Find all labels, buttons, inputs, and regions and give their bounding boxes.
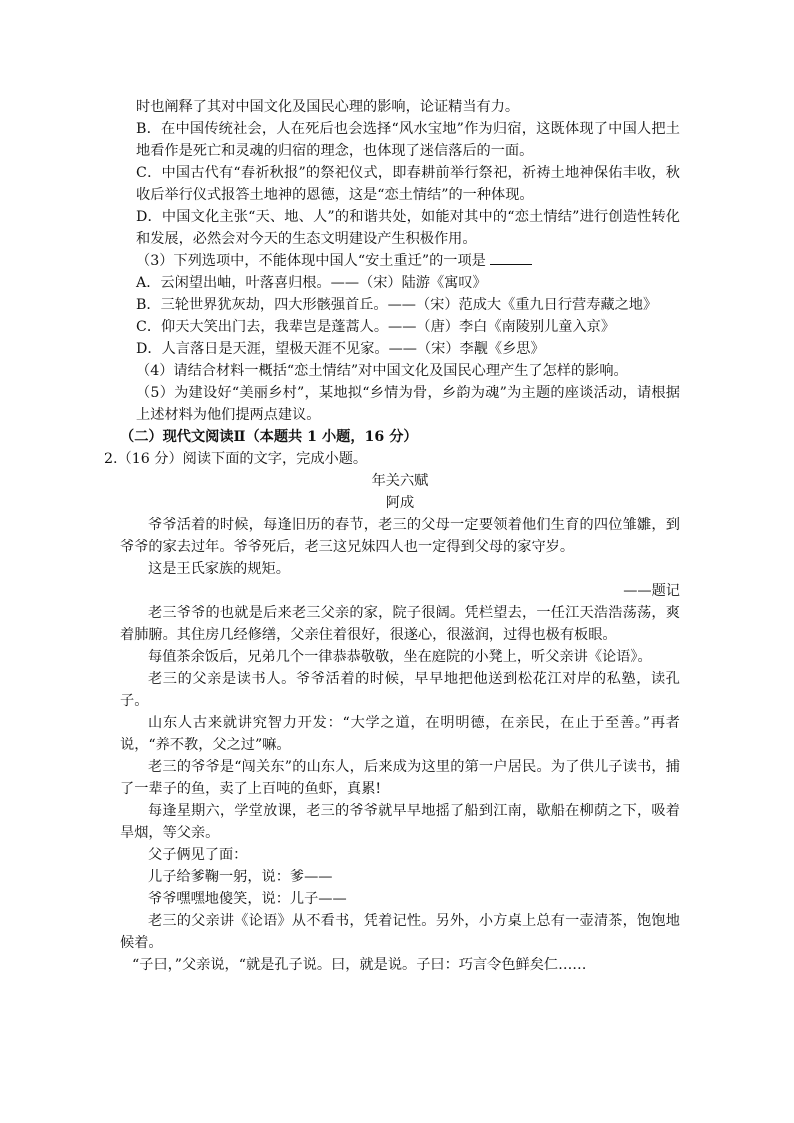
document-body <box>104 96 680 976</box>
epigraph-signature: ——题记 <box>623 583 680 599</box>
article-paragraph: 老三的父亲讲《论语》从不看书，凭着记性。另外，小方桌上总有一壶清茶，饱饱地候着。 <box>120 913 680 951</box>
question-3-option-b: B．三轮世界犹灰劫，四大形骸强首丘。——（宋）范成大《重九日行营寿藏之地》 <box>136 297 658 313</box>
article-paragraph: 每值茶余饭后，兄弟几个一律恭恭敬敬，坐在庭院的小凳上，听父亲讲《论语》。 <box>148 649 652 665</box>
option-d: D．中国文化主张“天、地、人”的和谐共处，如能对其中的“恋土情结”进行创造性转化和发展，必然会对今天的生态文明建设产生积极作用。 <box>136 209 680 247</box>
question-4: （4）请结合材料一概括“恋土情结”对中国文化及国民心理产生了怎样的影响。 <box>136 363 628 379</box>
article-paragraph: 老三的爷爷是“闯关东”的山东人，后来成为这里的第一户居民。为了供儿子读书，捕了一辈子的鱼，卖了上百吨的鱼虾，真累! <box>120 759 680 797</box>
question-2: 2.（16 分）阅读下面的文字，完成小题。 <box>104 451 368 467</box>
article-paragraph: 每逢星期六，学堂放课，老三的爷爷就早早地摇了船到江南，歇船在柳荫之下，吸着旱烟，等父亲。 <box>120 803 680 841</box>
article-paragraph: 父子俩见了面： <box>148 847 248 863</box>
article-paragraph: 老三的父亲是读书人。爷爷活着的时候，早早地把他送到松花江对岸的私塾，读孔子。 <box>120 671 680 709</box>
answer-blank <box>490 250 532 265</box>
section-heading: （二）现代文阅读Ⅱ（本题共 1 小题，16 分） <box>120 429 418 445</box>
question-3 <box>120 250 680 272</box>
question-3-text: （3）下列选项中，不能体现中国人“安土重迁”的一项是 <box>136 253 486 269</box>
question-3-option-c: C．仰天大笑出门去，我辈岂是蓬蒿人。——（唐）李白《南陵别儿童入京》 <box>136 319 616 335</box>
paragraph-continued: 时也阐释了其对中国文化及国民心理的影响，论证精当有力。 <box>136 99 520 115</box>
option-c: C．中国古代有“春祈秋报”的祭祀仪式，即春耕前举行祭祀，祈祷土地神保佑丰收，秋收后举行仪式报答土地神的恩德，这是“恋土情结”的一种体现。 <box>136 165 680 203</box>
article-author: 阿成 <box>385 495 415 511</box>
question-3-option-a: A．云闲望出岫，叶落喜归根。——（宋）陆游《寓叹》 <box>136 275 487 291</box>
article-paragraph: 儿子给爹鞠一躬，说：爹—— <box>148 869 333 885</box>
epigraph-paragraph: 爷爷活着的时候，每逢旧历的春节，老三的父母一定要领着他们生育的四位雏雛，到爷爷的家去过年。爷爷死后，老三这兄妹四人也一定得到父母的家守岁。 <box>120 517 680 555</box>
article-paragraph: 山东人古来就讲究智力开发：“大学之道，在明明德，在亲民，在止于至善。”再者说，“养不教，父之过”嘛。 <box>120 715 680 753</box>
article-paragraph: 爷爷嘿嘿地傻笑，说：儿子—— <box>148 891 347 907</box>
question-5: （5）为建设好“美丽乡村”，某地拟“乡情为骨，乡韵为魂”为主题的座谈活动，请根据上述材料为他们提两点建议。 <box>136 385 680 423</box>
article-title: 年关六赋 <box>371 473 429 489</box>
article-paragraph: 老三爷爷的也就是后来老三父亲的家，院子很阔。凭栏望去，一任江天浩浩荡荡，爽着肺腑。其住房几经修缮，父亲住着很好，很遂心，很滋润，过得也极有板眼。 <box>120 605 680 643</box>
question-3-option-d: D．人言落日是天涯，望极天涯不见家。——（宋）李觏《乡思》 <box>136 341 545 357</box>
epigraph-paragraph: 这是王氏家族的规矩。 <box>148 561 290 577</box>
article-paragraph-last: “子曰，”父亲说，“就是孔子说。曰，就是说。子曰：巧言令色鲜矣仁…… <box>132 957 587 973</box>
option-b: B．在中国传统社会，人在死后也会选择“风水宝地”作为归宿，这既体现了中国人把土地看作是死亡和灵魂的归宿的理念，也体现了迷信落后的一面。 <box>136 121 680 159</box>
